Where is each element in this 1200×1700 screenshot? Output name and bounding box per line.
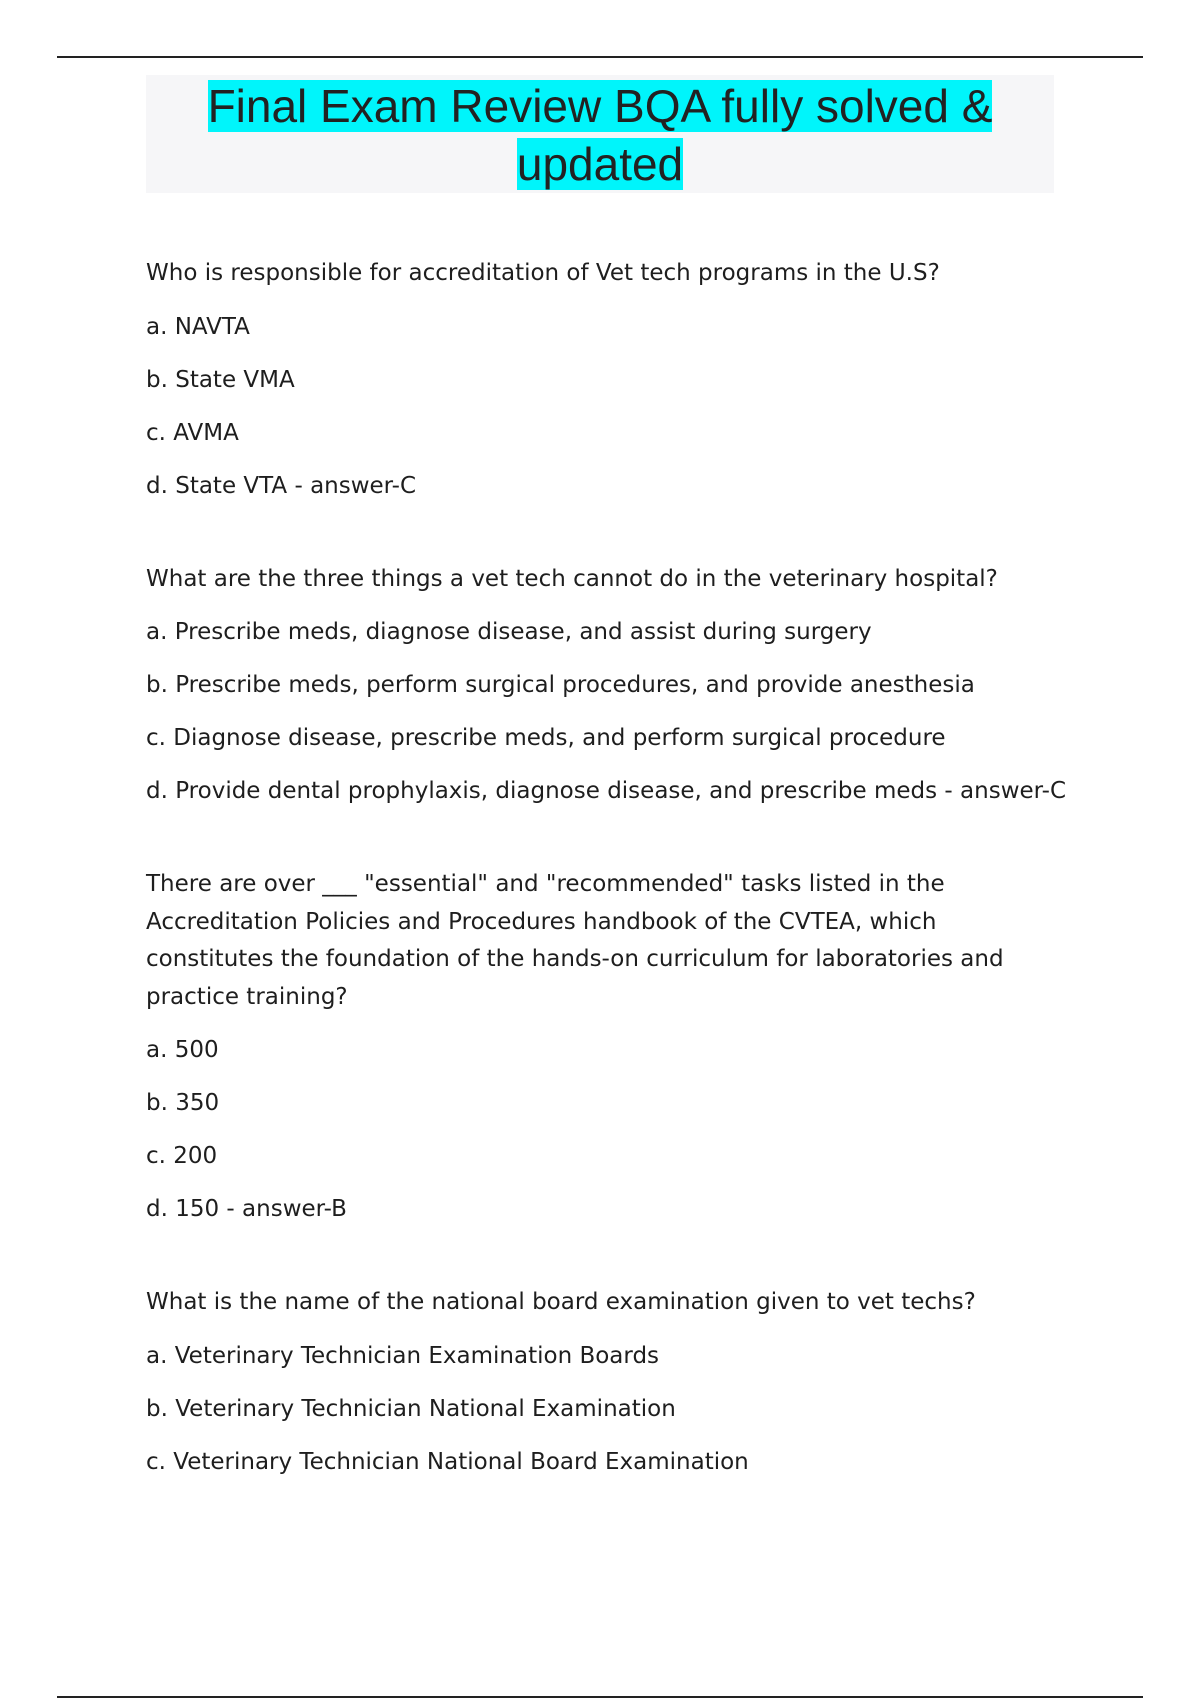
- answer-option: c. 200: [146, 1143, 218, 1169]
- question-block: [146, 255, 1066, 505]
- bottom-divider: [57, 1696, 1143, 1698]
- question-text: There are over ___ "essential" and "recommended" tasks listed in the Accreditation Policies and Procedures handbook of the CVTEA, which constitutes the foundation of the hands-on curriculum for laboratories and practice training?: [146, 871, 1004, 1010]
- question-text: What are the three things a vet tech cannot do in the veterinary hospital?: [146, 565, 998, 592]
- title-banner: [146, 75, 1054, 193]
- answer-option: b. State VMA: [146, 366, 295, 393]
- question-text: Who is responsible for accreditation of Vet tech programs in the U.S?: [146, 260, 940, 286]
- answer-option: a. 500: [146, 1037, 219, 1063]
- answer-option: d. Provide dental prophylaxis, diagnose disease, and prescribe meds - answer-C: [146, 778, 1066, 804]
- answer-option: b. Prescribe meds, perform surgical procedures, and provide anesthesia: [146, 672, 975, 698]
- answer-option: c. Diagnose disease, prescribe meds, and perform surgical procedure: [146, 725, 946, 751]
- answer-option: d. State VTA - answer-C: [146, 472, 417, 499]
- question-block: [146, 561, 1066, 811]
- question-list: [146, 255, 1066, 1537]
- document-title: Final Exam Review BQA fully solved & updated: [207, 80, 993, 190]
- answer-option: a. Prescribe meds, diagnose disease, and assist during surgery: [146, 619, 872, 645]
- answer-option: c. AVMA: [146, 419, 239, 446]
- answer-option: b. Veterinary Technician National Examination: [146, 1395, 676, 1422]
- answer-option: d. 150 - answer-B: [146, 1196, 347, 1222]
- answer-option: b. 350: [146, 1090, 220, 1116]
- question-block: [146, 1284, 1066, 1481]
- top-divider: [57, 56, 1143, 58]
- answer-option: a. NAVTA: [146, 313, 250, 340]
- answer-option: a. Veterinary Technician Examination Boards: [146, 1342, 660, 1369]
- answer-option: c. Veterinary Technician National Board Examination: [146, 1448, 749, 1475]
- question-text: What is the name of the national board examination given to vet techs?: [146, 1289, 976, 1315]
- question-block: [146, 866, 1066, 1228]
